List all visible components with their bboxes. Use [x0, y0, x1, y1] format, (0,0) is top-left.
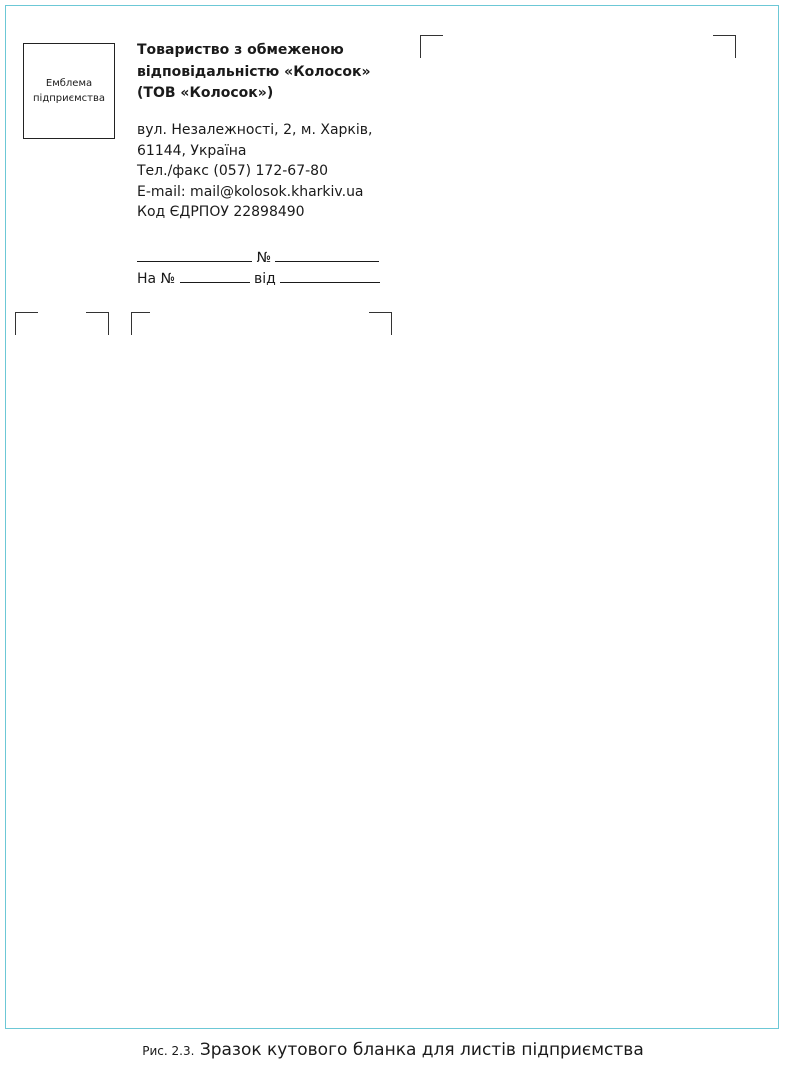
address-line-1: вул. Незалежності, 2, м. Харків,	[137, 122, 373, 138]
figure-caption	[0, 1040, 786, 1060]
resolution-corner-right	[86, 312, 109, 335]
number-blank	[275, 250, 379, 262]
address-line-2: 61144, Україна	[137, 142, 247, 159]
addressee-corner-left	[420, 35, 443, 58]
outgoing-registration-line	[137, 248, 379, 268]
figure-title: Зразок кутового бланка для листів підприємства	[199, 1040, 644, 1060]
organization-name: Товариство з обмеженою відповідальністю «Колосок» (ТОВ «Колосок»)	[137, 42, 371, 101]
reply-number-prefix: На №	[137, 271, 176, 287]
emblem-placeholder	[23, 43, 115, 139]
letterhead-sheet	[5, 5, 779, 1029]
phone-fax: Тел./факс (057) 172-67-80	[137, 163, 328, 179]
heading-corner-left	[131, 312, 150, 335]
figure-label: Рис. 2.3.	[142, 1044, 195, 1058]
heading-corner-right	[369, 312, 392, 335]
edrpou-code: Код ЄДРПОУ 22898490	[137, 204, 305, 220]
emblem-label: Емблема підприємства	[33, 78, 105, 104]
resolution-corner-left	[15, 312, 38, 335]
number-sign: №	[256, 250, 272, 266]
email: E-mail: mail@kolosok.kharkiv.ua	[137, 183, 364, 200]
reply-number-blank	[180, 271, 250, 283]
reply-date-blank	[280, 271, 380, 283]
reply-registration-line	[137, 269, 380, 289]
organization-details	[137, 120, 407, 223]
reply-date-prefix: від	[254, 271, 276, 287]
date-blank	[137, 250, 252, 262]
addressee-corner-right	[713, 35, 736, 58]
